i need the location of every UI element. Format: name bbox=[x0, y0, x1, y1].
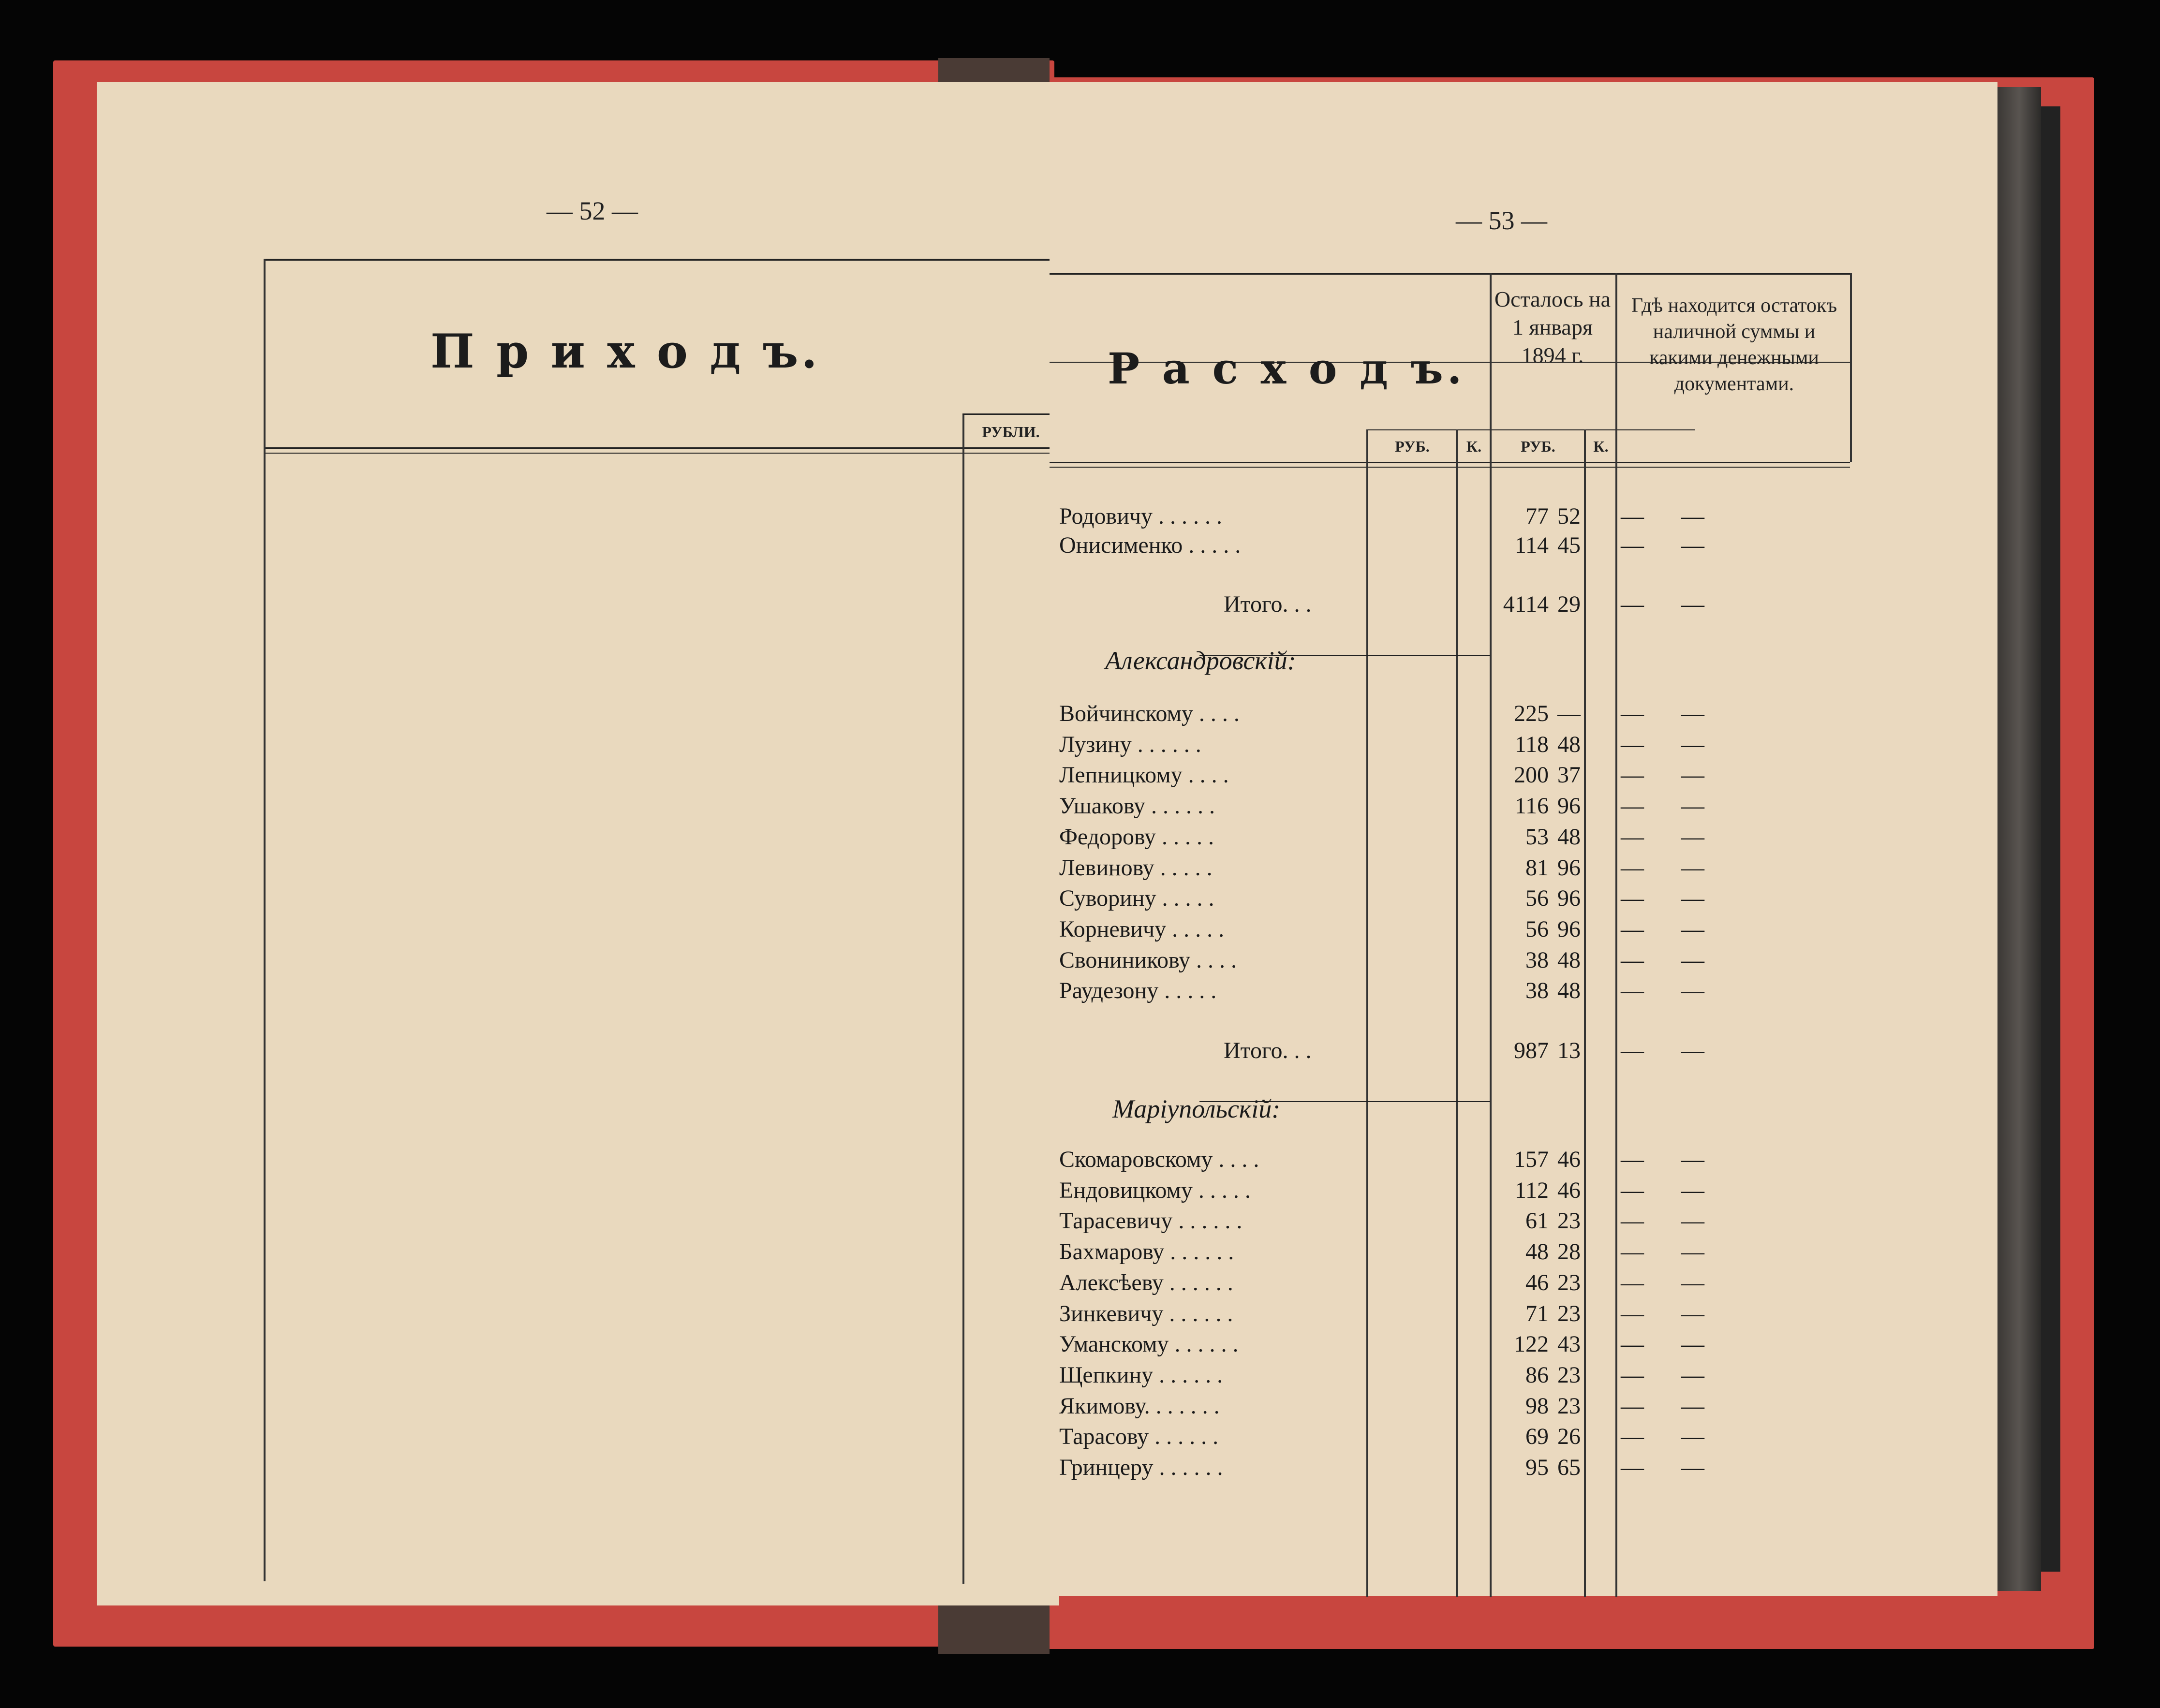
remaining-kopecks: — bbox=[1681, 793, 1704, 819]
right-top-rule bbox=[1050, 273, 1850, 275]
amount-rubles: 122 bbox=[1514, 1331, 1549, 1357]
amount-kopecks: 28 bbox=[1557, 1239, 1581, 1265]
left-col-header-rubli: РУБЛИ. bbox=[982, 423, 1040, 441]
remaining-kopecks: — bbox=[1681, 1208, 1704, 1234]
remaining-kopecks: — bbox=[1681, 591, 1704, 617]
right-page-title: Р а с х о д ъ. bbox=[1108, 343, 1466, 394]
recipient-name: Гринцеру . . . . . . bbox=[1059, 1455, 1223, 1480]
recipient-name: Зинкевичу . . . . . . bbox=[1059, 1300, 1233, 1326]
left-top-rule bbox=[264, 259, 1059, 261]
remaining-kopecks: — bbox=[1681, 1239, 1704, 1265]
recipient-name: Онисименко . . . . . bbox=[1059, 532, 1241, 558]
amount-rubles: 86 bbox=[1525, 1362, 1549, 1388]
amount-rubles: 98 bbox=[1525, 1393, 1549, 1419]
header-kop: К. bbox=[1466, 438, 1482, 455]
table-row bbox=[1059, 762, 1833, 793]
header-remaining: Осталось на 1 января 1894 г. bbox=[1494, 287, 1611, 368]
remaining-kopecks: — bbox=[1681, 1424, 1704, 1450]
amount-kopecks: 23 bbox=[1557, 1362, 1581, 1388]
recipient-name: Корневичу . . . . . bbox=[1059, 916, 1225, 942]
amount-rubles: 38 bbox=[1525, 947, 1549, 973]
table-row bbox=[1059, 947, 1833, 978]
amount-rubles: 56 bbox=[1525, 885, 1549, 912]
left-subheader-rule bbox=[962, 413, 1059, 415]
left-page-title: П р и х о д ъ. bbox=[430, 324, 820, 379]
table-row bbox=[1059, 1393, 1833, 1424]
left-page-border bbox=[264, 259, 266, 1581]
table-row bbox=[1059, 1362, 1833, 1393]
remaining-rubles: — bbox=[1621, 947, 1644, 973]
remaining-kopecks: — bbox=[1681, 762, 1704, 788]
remaining-kopecks: — bbox=[1681, 978, 1704, 1004]
remaining-rubles: — bbox=[1621, 854, 1644, 881]
left-column-line bbox=[962, 413, 964, 1584]
amount-rubles: 4114 bbox=[1503, 591, 1549, 617]
remaining-kopecks: — bbox=[1681, 1300, 1704, 1326]
remaining-rubles: — bbox=[1621, 885, 1644, 912]
amount-kopecks: 48 bbox=[1557, 947, 1581, 973]
table-row bbox=[1059, 700, 1833, 731]
table-row bbox=[1059, 854, 1833, 885]
amount-kopecks: 13 bbox=[1557, 1038, 1581, 1063]
remaining-kopecks: — bbox=[1681, 947, 1704, 973]
amount-kopecks: 96 bbox=[1557, 916, 1581, 942]
recipient-name: Родовичу . . . . . . bbox=[1059, 503, 1223, 529]
amount-rubles: 61 bbox=[1525, 1208, 1549, 1234]
remaining-rubles: — bbox=[1621, 731, 1644, 757]
remaining-kopecks: — bbox=[1681, 1269, 1704, 1296]
remaining-rubles: — bbox=[1621, 978, 1644, 1004]
amount-kopecks: 23 bbox=[1557, 1208, 1581, 1234]
amount-kopecks: 48 bbox=[1557, 978, 1581, 1004]
recipient-name: Ендовицкому . . . . . bbox=[1059, 1177, 1251, 1203]
amount-rubles: 116 bbox=[1514, 793, 1549, 819]
right-header-rule-2 bbox=[1050, 467, 1850, 468]
amount-rubles: 157 bbox=[1514, 1147, 1549, 1172]
amount-kopecks: — bbox=[1557, 701, 1581, 726]
amount-kopecks: 48 bbox=[1557, 731, 1581, 757]
amount-kopecks: 26 bbox=[1557, 1424, 1581, 1450]
recipient-name: Федорову . . . . . bbox=[1059, 824, 1214, 850]
amount-kopecks: 96 bbox=[1557, 793, 1581, 819]
remaining-rubles: — bbox=[1621, 1177, 1644, 1203]
table-row bbox=[1059, 824, 1833, 854]
amount-rubles: 46 bbox=[1525, 1269, 1549, 1296]
remaining-rubles: — bbox=[1621, 824, 1644, 850]
amount-rubles: 112 bbox=[1514, 1177, 1549, 1203]
amount-rubles: 225 bbox=[1514, 701, 1549, 726]
remaining-kopecks: — bbox=[1681, 854, 1704, 881]
recipient-name: Тарасову . . . . . . bbox=[1059, 1424, 1219, 1450]
table-row bbox=[1059, 1177, 1833, 1208]
total-row bbox=[1059, 591, 1833, 622]
remaining-rubles: — bbox=[1621, 1393, 1644, 1419]
amount-kopecks: 46 bbox=[1557, 1147, 1581, 1172]
amount-rubles: 95 bbox=[1525, 1455, 1549, 1480]
table-row bbox=[1059, 503, 1833, 534]
amount-kopecks: 96 bbox=[1557, 854, 1581, 881]
recipient-name: Лепницкому . . . . bbox=[1059, 762, 1229, 788]
amount-rubles: 48 bbox=[1525, 1239, 1549, 1265]
recipient-name: Ушакову . . . . . . bbox=[1059, 793, 1215, 819]
left-header-rule bbox=[264, 447, 1059, 449]
remaining-kopecks: — bbox=[1681, 824, 1704, 850]
remaining-rubles: — bbox=[1621, 591, 1644, 617]
recipient-name: Лузину . . . . . . bbox=[1059, 731, 1201, 757]
remaining-rubles: — bbox=[1621, 1362, 1644, 1388]
remaining-rubles: — bbox=[1621, 793, 1644, 819]
amount-kopecks: 23 bbox=[1557, 1300, 1581, 1326]
table-row bbox=[1059, 1207, 1833, 1238]
table-row bbox=[1059, 1423, 1833, 1454]
remaining-rubles: — bbox=[1621, 503, 1644, 529]
remaining-rubles: — bbox=[1621, 762, 1644, 788]
remaining-rubles: — bbox=[1621, 532, 1644, 558]
recipient-name: Скомаровскому . . . . bbox=[1059, 1147, 1259, 1172]
amount-rubles: 69 bbox=[1525, 1424, 1549, 1450]
amount-rubles: 56 bbox=[1525, 916, 1549, 942]
remaining-kopecks: — bbox=[1681, 701, 1704, 726]
table-row bbox=[1059, 731, 1833, 762]
recipient-name: Свониникову . . . . bbox=[1059, 947, 1237, 973]
amount-kopecks: 65 bbox=[1557, 1455, 1581, 1480]
recipient-name: Алексѣеву . . . . . . bbox=[1059, 1269, 1233, 1296]
remaining-rubles: — bbox=[1621, 1455, 1644, 1480]
remaining-rubles: — bbox=[1621, 1147, 1644, 1172]
table-row bbox=[1059, 1331, 1833, 1362]
recipient-name: Бахмарову . . . . . . bbox=[1059, 1239, 1234, 1265]
left-page bbox=[97, 82, 1059, 1605]
amount-rubles: 114 bbox=[1514, 532, 1549, 558]
total-row bbox=[1059, 1037, 1833, 1068]
left-page-number: — 52 — bbox=[547, 196, 638, 225]
remaining-kopecks: — bbox=[1681, 1177, 1704, 1203]
remaining-kopecks: — bbox=[1681, 1393, 1704, 1419]
table-row bbox=[1059, 977, 1833, 1008]
remaining-rubles: — bbox=[1621, 1208, 1644, 1234]
table-row bbox=[1059, 1269, 1833, 1300]
amount-rubles: 987 bbox=[1514, 1038, 1549, 1063]
money-subheader-rule bbox=[1366, 429, 1695, 430]
recipient-name: Суворину . . . . . bbox=[1059, 885, 1214, 912]
page-edges-dark bbox=[2041, 106, 2060, 1572]
right-header-rule bbox=[1050, 462, 1850, 463]
amount-rubles: 81 bbox=[1525, 854, 1549, 881]
table-row bbox=[1059, 916, 1833, 947]
amount-rubles: 71 bbox=[1525, 1300, 1549, 1326]
amount-kopecks: 48 bbox=[1557, 824, 1581, 850]
amount-rubles: 77 bbox=[1525, 503, 1549, 529]
recipient-name: Левинову . . . . . bbox=[1059, 854, 1213, 881]
remaining-kopecks: — bbox=[1681, 916, 1704, 942]
recipient-name: Якимову. . . . . . . bbox=[1059, 1393, 1220, 1419]
remaining-kopecks: — bbox=[1681, 1362, 1704, 1388]
recipient-name: Раудезону . . . . . bbox=[1059, 978, 1217, 1004]
right-page-border bbox=[1850, 273, 1852, 462]
table-row bbox=[1059, 1146, 1833, 1177]
table-row bbox=[1059, 885, 1833, 916]
district-title-aleksandrovsky: Александровскій: bbox=[1105, 646, 1296, 675]
remaining-rubles: — bbox=[1621, 916, 1644, 942]
left-header-rule-2 bbox=[264, 453, 1059, 454]
header-kop-2: К. bbox=[1593, 438, 1609, 455]
recipient-name: Щепкину . . . . . . bbox=[1059, 1362, 1223, 1388]
table-row bbox=[1059, 1300, 1833, 1331]
remaining-rubles: — bbox=[1621, 1331, 1644, 1357]
amount-kopecks: 46 bbox=[1557, 1177, 1581, 1203]
remaining-rubles: — bbox=[1621, 1038, 1644, 1063]
remaining-kopecks: — bbox=[1681, 1147, 1704, 1172]
header-rub: РУБ. bbox=[1395, 438, 1430, 455]
remaining-rubles: — bbox=[1621, 701, 1644, 726]
recipient-name: Уманскому . . . . . . bbox=[1059, 1331, 1239, 1357]
header-rub-2: РУБ. bbox=[1521, 438, 1555, 455]
amount-kopecks: 96 bbox=[1557, 885, 1581, 912]
table-row bbox=[1059, 1238, 1833, 1269]
remaining-kopecks: — bbox=[1681, 885, 1704, 912]
remaining-rubles: — bbox=[1621, 1239, 1644, 1265]
table-row bbox=[1059, 532, 1833, 563]
remaining-kopecks: — bbox=[1681, 532, 1704, 558]
remaining-kopecks: — bbox=[1681, 1331, 1704, 1357]
table-row bbox=[1059, 793, 1833, 824]
amount-kopecks: 43 bbox=[1557, 1331, 1581, 1357]
remaining-kopecks: — bbox=[1681, 731, 1704, 757]
amount-kopecks: 52 bbox=[1557, 503, 1581, 529]
amount-rubles: 53 bbox=[1525, 824, 1549, 850]
amount-kopecks: 37 bbox=[1557, 762, 1581, 788]
remaining-kopecks: — bbox=[1681, 1455, 1704, 1480]
amount-rubles: 38 bbox=[1525, 978, 1549, 1004]
remaining-rubles: — bbox=[1621, 1424, 1644, 1450]
table-row bbox=[1059, 1454, 1833, 1485]
remaining-kopecks: — bbox=[1681, 1038, 1704, 1063]
amount-kopecks: 29 bbox=[1557, 591, 1581, 617]
total-label: Итого. . . bbox=[1224, 1038, 1312, 1063]
amount-kopecks: 45 bbox=[1557, 532, 1581, 558]
district-title-mariupolsky: Маріупольскій: bbox=[1112, 1094, 1281, 1123]
remaining-rubles: — bbox=[1621, 1300, 1644, 1326]
recipient-name: Тарасевичу . . . . . . bbox=[1059, 1208, 1243, 1234]
amount-rubles: 118 bbox=[1514, 731, 1549, 757]
amount-rubles: 200 bbox=[1514, 762, 1549, 788]
header-where: Гдѣ находится остатокъ наличной суммы и какими денежными документами. bbox=[1631, 294, 1837, 395]
remaining-rubles: — bbox=[1621, 1269, 1644, 1296]
right-page-number: — 53 — bbox=[1456, 206, 1547, 235]
amount-kopecks: 23 bbox=[1557, 1393, 1581, 1419]
recipient-name: Войчинскому . . . . bbox=[1059, 701, 1240, 726]
remaining-kopecks: — bbox=[1681, 503, 1704, 529]
amount-kopecks: 23 bbox=[1557, 1269, 1581, 1296]
total-label: Итого. . . bbox=[1224, 591, 1312, 617]
